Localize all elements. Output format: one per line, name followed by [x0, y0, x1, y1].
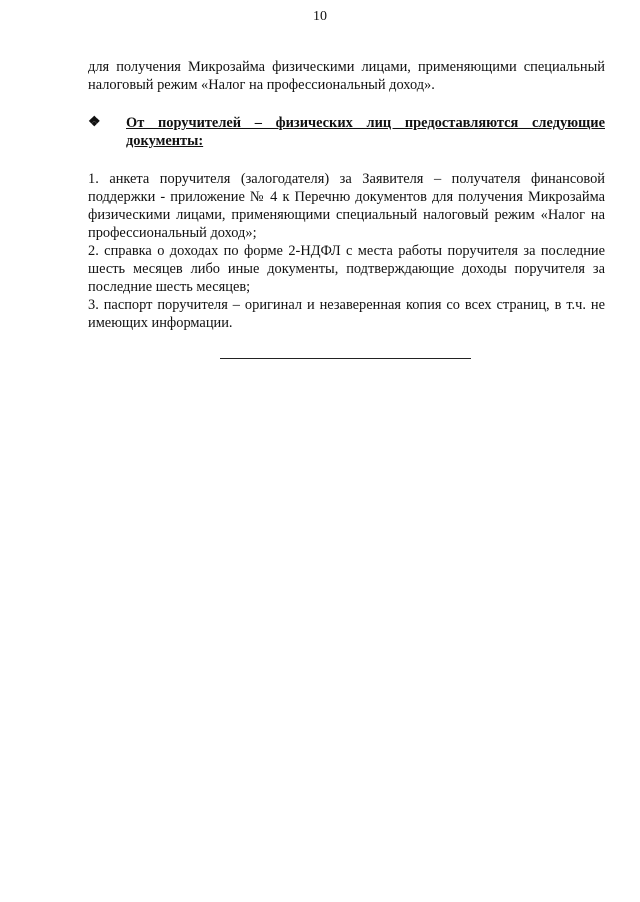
section-heading	[88, 114, 605, 150]
list-item: 3. паспорт поручителя – оригинал и незаверенная копия со всех страниц, в т.ч. не имеющих информации.	[88, 297, 605, 331]
section-heading-text: От поручителей – физических лиц предоставляются следующие документы:	[126, 115, 605, 149]
list-item: 1. анкета поручителя (залогодателя) за Заявителя – получателя финансовой поддержки - приложение № 4 к Перечню документов для получения Микрозайма физическими лицами, применяющими специальный налоговый режим «Налог на профессиональный доход»;	[88, 171, 605, 241]
diamond-bullet-icon: ❖	[88, 115, 101, 130]
document-body	[88, 58, 605, 332]
separator-line	[220, 358, 471, 359]
list-item: 2. справка о доходах по форме 2-НДФЛ с места работы поручителя за последние шесть месяцев либо иные документы, подтверждающие доходы поручителя за последние шесть месяцев;	[88, 243, 605, 295]
page-number: 10	[313, 9, 327, 24]
document-list	[88, 170, 605, 332]
intro-paragraph: для получения Микрозайма физическими лицами, применяющими специальный налоговый режим «Налог на профессиональный доход».	[88, 59, 605, 93]
